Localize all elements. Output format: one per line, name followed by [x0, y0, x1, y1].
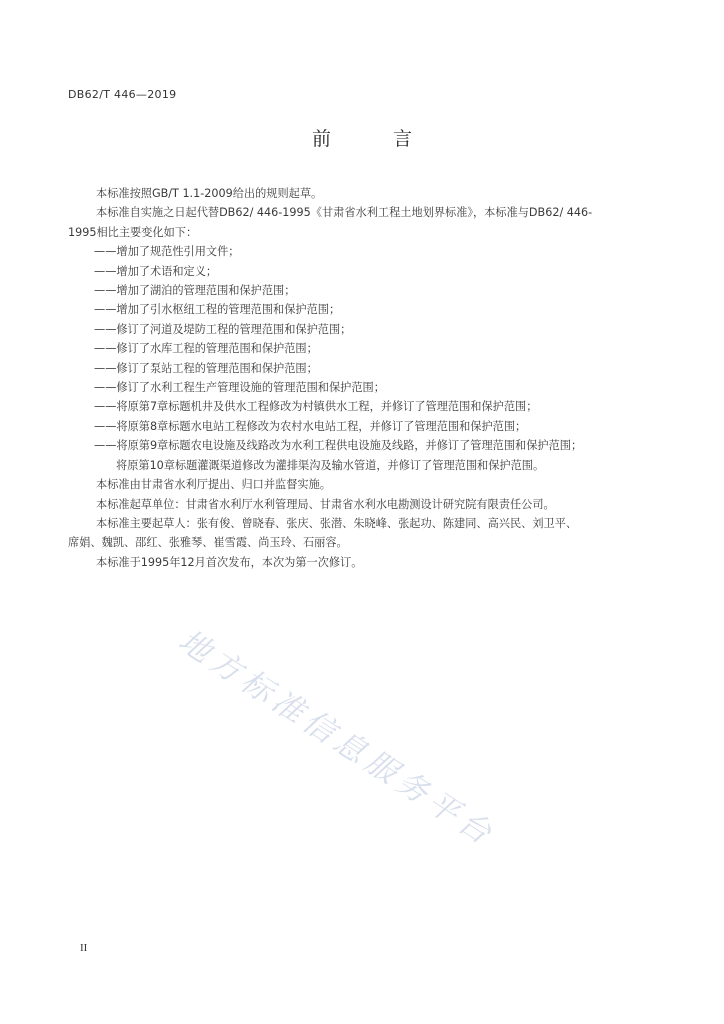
watermark-text: 地方标准信息服务平台	[172, 622, 502, 855]
change-item: ——修订了水库工程的管理范围和保护范围；	[94, 342, 318, 356]
change-item: ——修订了河道及堤防工程的管理范围和保护范围；	[94, 322, 352, 336]
paragraph-drafting-units: 本标准起草单位：甘肃省水利厅水利管理局、甘肃省水利水电勘测设计研究院有限责任公司。	[96, 497, 555, 511]
foreword-body	[68, 184, 646, 572]
paragraph-replacement-line2: 1995相比主要变化如下：	[68, 225, 198, 239]
change-item: ——增加了规范性引用文件；	[94, 245, 240, 259]
paragraph-drafting-rules: 本标准按照GB/T 1.1-2009给出的规则起草。	[96, 187, 323, 200]
change-item: ——增加了引水枢纽工程的管理范围和保护范围；	[94, 303, 341, 317]
change-item: ——将原第9章标题农电设施及线路改为水利工程供电设施及线路，并修订了管理范围和保护范围；	[94, 439, 583, 453]
change-item-continued: 将原第10章标题灌溉渠道修改为灌排渠沟及输水管道，并修订了管理范围和保护范围。	[116, 458, 545, 472]
change-item: ——增加了术语和定义；	[94, 264, 218, 278]
paragraph-release-history: 本标准于1995年12月首次发布，本次为第一次修订。	[96, 555, 363, 569]
page-number: II	[80, 942, 88, 954]
paragraph-drafters-line2: 席娟、魏凯、邵红、张雅琴、崔雪霞、尚玉玲、石丽容。	[68, 536, 348, 550]
change-item: ——修订了泵站工程的管理范围和保护范围；	[94, 361, 318, 375]
paragraph-drafters	[68, 514, 646, 553]
paragraph-replacement	[68, 203, 646, 242]
change-item: ——修订了水利工程生产管理设施的管理范围和保护范围；	[94, 381, 385, 395]
standard-code: DB62/T 446—2019	[68, 88, 177, 101]
change-item: ——增加了湖泊的管理范围和保护范围；	[94, 284, 296, 298]
change-item: ——将原第8章标题水电站工程修改为农村水电站工程，并修订了管理范围和保护范围；	[94, 419, 527, 433]
change-item: ——将原第7章标题机井及供水工程修改为村镇供水工程，并修订了管理范围和保护范围；	[94, 400, 538, 414]
paragraph-drafters-line1: 本标准主要起草人：张有俊、曾晓春、张庆、张潜、朱晓峰、张起功、陈建同、高兴民、刘卫平、	[96, 516, 578, 530]
paragraph-proposer: 本标准由甘肃省水利厅提出、归口并监督实施。	[96, 478, 331, 492]
paragraph-replacement-line1: 本标准自实施之日起代替DB62/ 446-1995《甘肃省水利工程土地划界标准》，本标准与DB62/ 446-	[96, 206, 593, 220]
page-title: 前 言	[311, 128, 441, 150]
